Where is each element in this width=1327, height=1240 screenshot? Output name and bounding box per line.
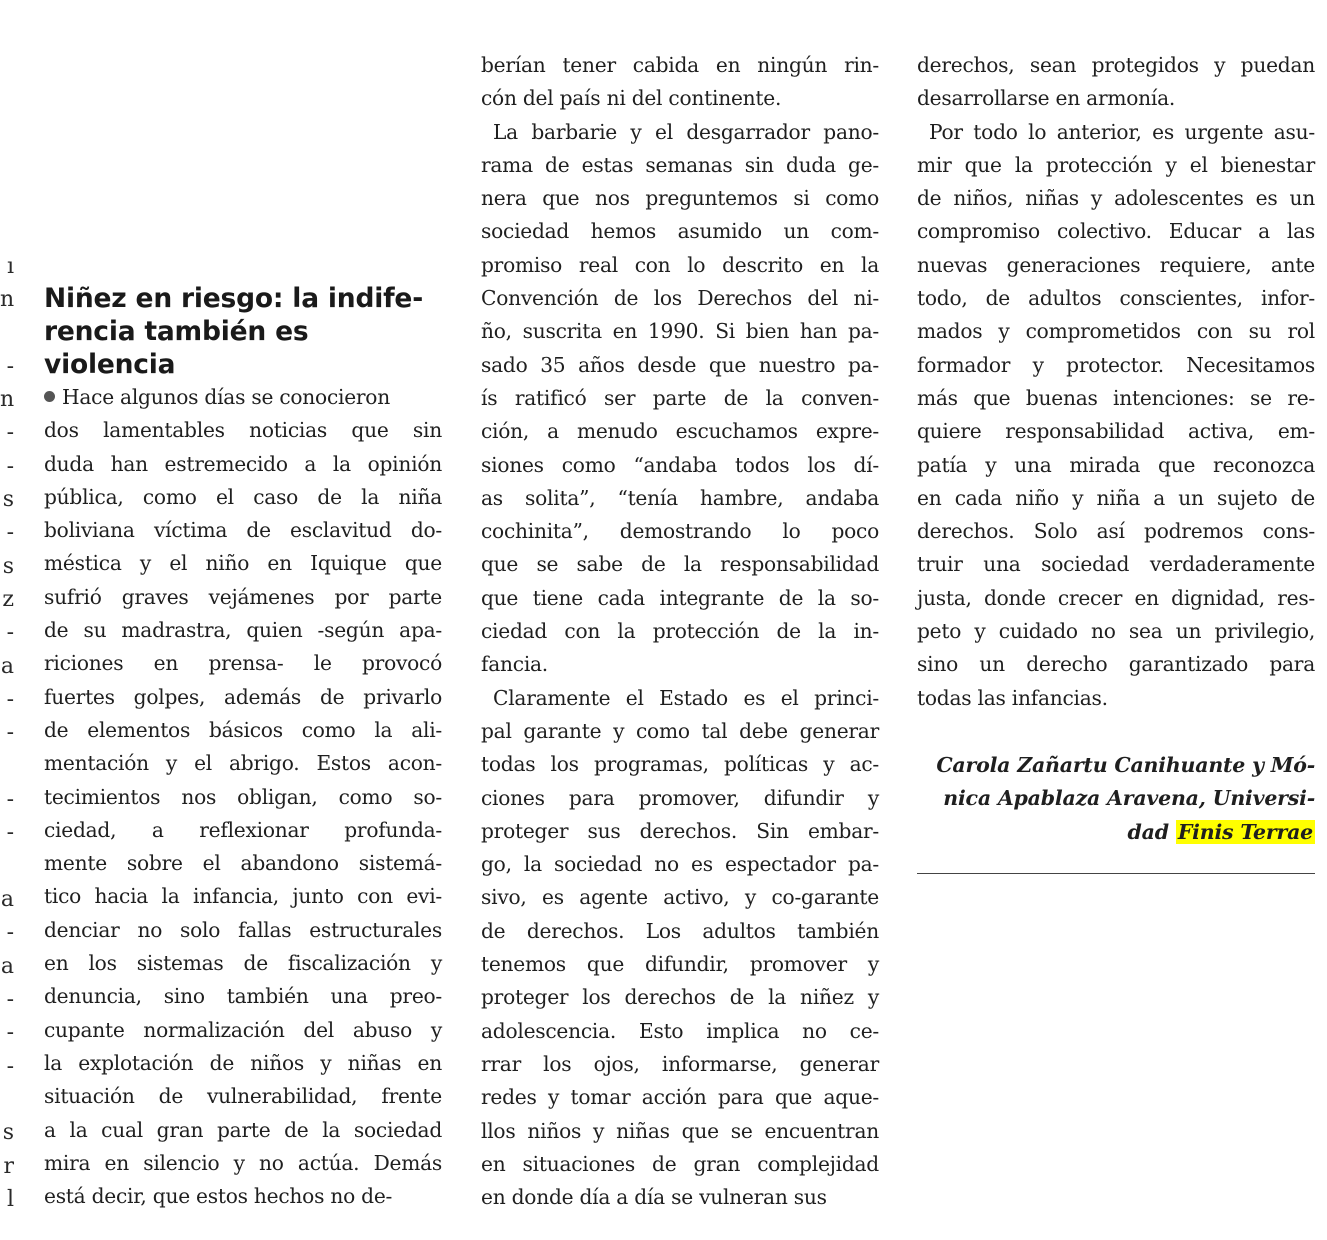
text-line: sino un derecho garantizado para [917,652,1315,677]
text-line: mentación y el abrigo. Estos acon- [44,751,442,776]
text-line: de niños, niñas y adolescentes es un [917,186,1315,211]
text-line: Hace algunos días se conocieron [62,385,390,409]
text-line: nuevas generaciones requiere, ante [917,252,1315,277]
text-line: en los sistemas de fiscalización y [44,951,442,976]
clipped-text-fragment: - [6,787,14,812]
text-line: ciones para promover, difundir y [481,785,879,810]
text-line: que tiene cada integrante de la so- [481,585,879,610]
text-line: formador y protector. Necesitamos [917,352,1315,377]
text-line: derechos, sean protegidos y puedan [917,53,1315,77]
text-line: tecimientos nos obligan, como so- [44,784,442,809]
text-line: méstica y el niño en Iquique que [44,551,442,576]
text-line: as solita”, “tenía hambre, andaba [481,485,879,510]
closing-rule [917,873,1315,874]
text-line: duda han estremecido a la opinión [44,451,442,476]
text-line: de su madrastra, quien -según apa- [44,618,442,643]
text-line: está decir, que estos hechos no de- [44,1184,393,1209]
text-line: fuertes golpes, además de privarlo [44,684,442,709]
clipped-text-fragment: - [6,987,14,1012]
text-line: cochinita”, demostrando lo poco [481,519,879,544]
text-line: ís ratificó ser parte de la conven- [481,385,879,410]
text-line: go, la sociedad no es espectador pa- [481,852,879,877]
headline-line: rencia también es violencia [44,316,309,380]
text-line: pal garante y como tal debe generar [481,718,879,743]
clipped-text-fragment: - [6,720,14,745]
text-line: nera que nos preguntemos si como [481,186,879,211]
article-column-1 [44,381,442,1213]
paragraph-1-continued [481,49,879,116]
text-line: pública, como el caso de la niña [44,484,442,509]
clipped-text-fragment: s [2,554,14,579]
text-line: La barbarie y el desgarrador pano- [493,119,879,144]
text-line: todas los programas, políticas y ac- [481,752,879,777]
text-line: desarrollarse en armonía. [917,86,1176,111]
text-line: boliviana víctima de esclavitud do- [44,518,442,543]
text-line: derechos. Solo así podremos cons- [917,519,1315,544]
text-line: justa, donde crecer en dignidad, res- [917,585,1315,610]
text-line: cón del país ni del continente. [481,86,782,111]
text-line: denuncia, sino también una preo- [44,984,442,1009]
clipped-text-fragment: n [0,287,14,312]
signature-line: Carola Zañartu Canihuante y Mó- [936,753,1315,777]
paragraph-4 [917,116,1315,715]
signature-line: dad [1127,819,1169,844]
text-line: que se sabe de la responsabilidad [481,552,879,577]
text-line: riciones en prensa- le provocó [44,651,442,676]
author-signature [917,749,1315,849]
text-line: denciar no solo fallas estructurales [44,917,442,942]
clipped-text-fragment: - [6,520,14,545]
paragraph-3-continued [917,49,1315,116]
text-line: todas las infancias. [917,685,1108,710]
text-line: patía y una mirada que reconozca [917,452,1315,477]
text-line: rama de estas semanas sin duda ge- [481,152,879,177]
text-line: compromiso colectivo. Educar a las [917,219,1315,244]
text-line: sado 35 años desde que nuestro pa- [481,352,879,377]
clipped-text-fragment: a [0,954,14,979]
text-line: promiso real con lo descrito en la [481,252,879,277]
text-line: proteger los derechos de la niñez y [481,985,879,1010]
text-line: en situaciones de gran complejidad [481,1151,879,1176]
text-line: más que buenas intenciones: se re- [917,385,1315,410]
text-line: Claramente el Estado es el princi- [493,685,879,710]
text-line: fancia. [481,652,548,677]
headline-line: Niñez en riesgo: la indife- [44,283,424,314]
text-line: en cada niño y niña a un sujeto de [917,485,1315,510]
clipped-text-fragment: - [6,1054,14,1079]
text-line: de derechos. Los adultos también [481,918,879,943]
text-line: mira en silencio y no actúa. Demás [44,1150,442,1175]
text-line: sociedad hemos asumido un com- [481,219,879,244]
text-line: tenemos que difundir, promover y [481,952,879,977]
clipped-text-fragment: - [6,354,14,379]
clipped-text-fragment: - [6,454,14,479]
text-line: Convención de los Derechos del ni- [481,286,879,311]
paragraph-3 [481,682,879,1215]
clipped-text-fragment: r [3,1154,14,1179]
clipped-text-fragment: ı [6,254,14,279]
signature-line: nica Apablaza Aravena, Universi- [943,786,1315,811]
text-line: sufrió graves vejámenes por parte [44,584,442,609]
paragraph-2 [481,116,879,682]
clipped-text-fragment: - [6,420,14,445]
clipped-text-fragment: a [0,887,14,912]
text-line: rrar los ojos, informarse, generar [481,1051,879,1076]
text-line: situación de vulnerabilidad, frente [44,1084,442,1109]
clipped-text-fragment: s [2,1120,14,1145]
clipped-text-fragment: s [2,487,14,512]
text-line: mente sobre el abandono sistemá- [44,851,442,876]
bullet-icon [44,391,55,402]
text-line: ciedad, a reflexionar profunda- [44,817,442,842]
text-line: sivo, es agente activo, y co-garante [481,885,879,910]
article-headline [44,282,444,381]
text-line: ño, suscrita en 1990. Si bien han pa- [481,319,879,344]
clipped-text-fragment: l [6,1187,14,1212]
clipped-text-fragment: a [0,654,14,679]
text-line: tico hacia la infancia, junto con evi- [44,884,442,909]
clipped-adjacent-column [0,0,14,1240]
clipped-text-fragment: - [6,820,14,845]
text-line: llos niños y niñas que se encuentran [481,1118,879,1143]
text-line: siones como “andaba todos los dí- [481,452,879,477]
text-line: mir que la protección y el bienestar [917,152,1315,177]
text-line: adolescencia. Esto implica no ce- [481,1018,879,1043]
text-line: quiere responsabilidad activa, em- [917,419,1315,444]
article-column-2 [481,49,879,1214]
article-column-3 [917,49,1315,715]
clipped-text-fragment: z [2,587,14,612]
text-line: peto y cuidado no sea un privilegio, [917,619,1315,644]
clipped-text-fragment: - [6,620,14,645]
text-line: cupante normalización del abuso y [44,1017,442,1042]
text-line: truir una sociedad verdaderamente [917,552,1315,577]
text-line: mados y comprometidos con su rol [917,319,1315,344]
text-line: de elementos básicos como la ali- [44,717,442,742]
text-line: a la cual gran parte de la sociedad [44,1117,442,1142]
clipped-text-fragment: - [6,1020,14,1045]
text-line: ción, a menudo escuchamos expre- [481,419,879,444]
text-line: en donde día a día se vulneran sus [481,1185,827,1210]
text-line: todo, de adultos conscientes, infor- [917,286,1315,311]
clipped-text-fragment: n [0,387,14,412]
highlighted-university-name: Finis Terrae [1177,819,1313,844]
text-line: berían tener cabida en ningún rin- [481,53,879,77]
text-line: dos lamentables noticias que sin [44,418,442,443]
clipped-text-fragment: - [6,687,14,712]
text-line: la explotación de niños y niñas en [44,1050,442,1075]
text-line: Por todo lo anterior, es urgente asu- [929,119,1315,144]
text-line: ciedad con la protección de la in- [481,619,879,644]
text-line: proteger sus derechos. Sin embar- [481,818,879,843]
clipped-text-fragment: - [6,920,14,945]
paragraph-1 [44,381,442,1213]
text-line: redes y tomar acción para que aque- [481,1085,879,1110]
